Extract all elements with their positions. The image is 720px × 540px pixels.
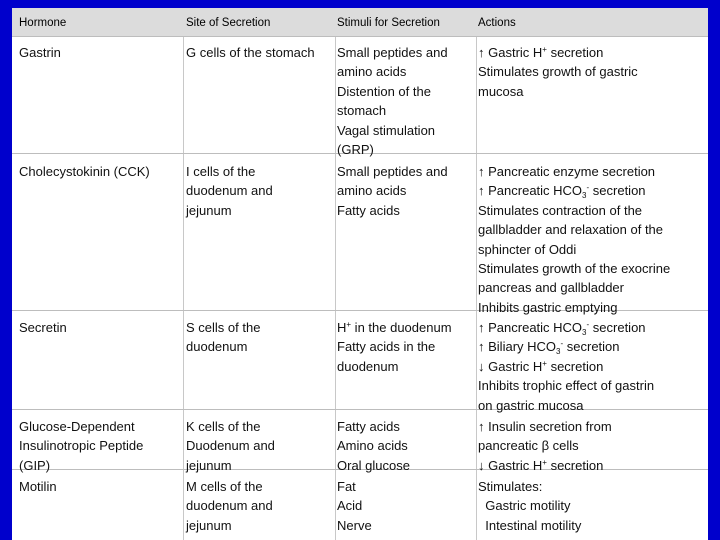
subscript: 3: [582, 191, 587, 201]
column-divider: [183, 36, 184, 540]
cell-line: duodenum and: [186, 498, 273, 514]
cell-line: [478, 357, 706, 376]
arrow-icon: ↑: [478, 419, 489, 434]
cell-line: I cells of the: [186, 164, 256, 179]
cell-hormone: [19, 417, 182, 475]
line-text: H: [337, 320, 347, 335]
arrow-icon: ↓: [478, 457, 489, 473]
cell-line: Gastrin: [19, 45, 61, 60]
cell-line: Motilin: [19, 479, 57, 494]
line-text: secretion: [563, 339, 620, 355]
arrow-icon: ↑: [478, 164, 489, 179]
cell-line: stomach: [337, 103, 387, 119]
cell-line: S cells of the: [186, 320, 261, 335]
cell-line: Glucose-Dependent: [19, 419, 135, 434]
row-divider: [12, 36, 708, 37]
arrow-icon: ↑: [478, 320, 489, 335]
arrow-icon: ↑: [478, 183, 489, 199]
cell-line: Amino acids: [337, 438, 408, 454]
cell-line: [478, 376, 706, 395]
cell-line: [478, 162, 706, 181]
line-text: secretion: [589, 183, 646, 199]
cell-line: duodenum: [186, 339, 248, 355]
line-text: secretion: [546, 457, 604, 473]
cell-stimuli: [337, 477, 477, 535]
line-text: secretion: [589, 320, 646, 335]
cell-line: Small peptides and: [337, 164, 448, 179]
line-text: Biliary HCO: [488, 339, 557, 355]
cell-site: [186, 162, 336, 220]
cell-stimuli: [337, 417, 477, 475]
cell-line: jejunum: [186, 457, 232, 473]
cell-line: [478, 436, 706, 455]
cell-line: duodenum: [337, 358, 399, 374]
cell-hormone: [19, 162, 182, 181]
line-text: gallbladder and relaxation of the: [478, 222, 664, 238]
cell-line: M cells of the: [186, 479, 263, 494]
cell-line: Oral glucose: [337, 457, 410, 473]
cell-line: [478, 396, 706, 415]
cell-line: [478, 181, 706, 200]
cell-line: [478, 43, 706, 62]
line-text: Stimulates:: [478, 479, 543, 494]
cell-line: [478, 456, 706, 475]
header-stimuli: Stimuli for Secretion: [337, 17, 440, 29]
cell-line: jejunum: [186, 517, 232, 533]
line-text: Stimulates contraction of the: [478, 202, 643, 218]
table-header: [12, 8, 708, 36]
header-actions: Actions: [478, 17, 516, 29]
cell-site: [186, 417, 336, 475]
line-text: Inhibits trophic effect of gastrin: [478, 378, 655, 394]
cell-line: [478, 201, 706, 220]
line-text: Gastric H: [488, 45, 543, 60]
superscript: +: [542, 45, 547, 54]
cell-line: amino acids: [337, 183, 407, 199]
cell-hormone: [19, 477, 182, 496]
cell-hormone: [19, 43, 182, 62]
line-text: mucosa: [478, 83, 524, 99]
cell-line: Fatty acids: [337, 202, 400, 218]
line-text: Pancreatic HCO: [488, 183, 583, 199]
cell-line: [478, 220, 706, 239]
cell-line: [478, 240, 706, 259]
cell-actions: [478, 43, 706, 101]
line-text: secretion: [546, 358, 604, 374]
cell-line: [478, 337, 706, 356]
cell-line: (GRP): [337, 142, 374, 158]
cell-line: (GIP): [19, 457, 51, 473]
header-hormone: Hormone: [19, 17, 67, 29]
arrow-icon: ↑: [478, 45, 489, 60]
cell-line: Secretin: [19, 320, 67, 335]
cell-site: [186, 43, 336, 62]
line-text: in the duodenum: [351, 320, 452, 335]
line-text: secretion: [546, 45, 604, 60]
cell-line: [478, 259, 706, 278]
cell-line: [478, 516, 706, 535]
superscript: -: [586, 320, 590, 329]
cell-line: G cells of the stomach: [186, 45, 315, 60]
cell-line: Insulinotropic Peptide: [19, 438, 144, 454]
line-text: Gastric motility: [478, 498, 571, 514]
line-text: Inhibits gastric emptying: [478, 299, 618, 315]
line-text: Stimulates growth of the exocrine: [478, 261, 671, 277]
subscript: 3: [556, 347, 561, 357]
cell-line: Fat: [337, 479, 356, 494]
cell-line: [478, 417, 706, 436]
line-text: Insulin secretion from: [488, 419, 612, 434]
cell-line: Small peptides and: [337, 45, 448, 60]
cell-line: amino acids: [337, 64, 407, 80]
cell-line: Vagal stimulation: [337, 122, 436, 138]
cell-actions: [478, 477, 706, 535]
cell-hormone: [19, 318, 182, 337]
cell-line: K cells of the: [186, 419, 261, 434]
cell-line: [478, 318, 706, 337]
superscript: -: [560, 339, 564, 349]
cell-line: [337, 318, 477, 337]
cell-line: Distention of the: [337, 83, 431, 99]
superscript: +: [542, 358, 547, 368]
cell-actions: [478, 162, 706, 317]
line-text: Gastric H: [488, 457, 543, 473]
cell-stimuli: [337, 162, 477, 220]
cell-line: [478, 278, 706, 297]
cell-actions: [478, 318, 706, 415]
cell-stimuli: [337, 318, 477, 376]
header-site: Site of Secretion: [186, 17, 271, 29]
arrow-icon: ↓: [478, 358, 489, 374]
line-text: Gastric H: [488, 358, 543, 374]
line-text: Pancreatic HCO: [488, 320, 583, 335]
cell-site: [186, 477, 336, 535]
cell-site: [186, 318, 336, 357]
cell-line: [478, 298, 706, 317]
cell-line: Cholecystokinin (CCK): [19, 164, 150, 179]
superscript: +: [346, 320, 352, 329]
cell-line: Fatty acids: [337, 419, 400, 434]
superscript: -: [586, 183, 590, 193]
cell-line: [478, 496, 706, 515]
line-text: pancreas and gallbladder: [478, 280, 624, 296]
line-text: pancreatic β cells: [478, 438, 579, 454]
cell-line: duodenum and: [186, 183, 273, 199]
hormone-table: [12, 8, 708, 540]
line-text: Stimulates growth of gastric: [478, 64, 638, 80]
cell-actions: [478, 417, 706, 475]
cell-line: [478, 62, 706, 81]
subscript: 3: [582, 328, 587, 337]
cell-line: [478, 477, 706, 496]
line-text: Intestinal motility: [478, 517, 582, 533]
line-text: sphincter of Oddi: [478, 241, 577, 257]
cell-line: jejunum: [186, 202, 232, 218]
cell-line: [478, 82, 706, 101]
arrow-icon: ↑: [478, 339, 489, 355]
superscript: +: [542, 457, 547, 467]
cell-line: Nerve: [337, 517, 372, 533]
line-text: on gastric mucosa: [478, 397, 584, 413]
cell-line: Acid: [337, 498, 363, 514]
cell-line: Fatty acids in the: [337, 339, 436, 355]
line-text: Pancreatic enzyme secretion: [488, 164, 656, 179]
cell-stimuli: [337, 43, 477, 159]
cell-line: Duodenum and: [186, 438, 275, 454]
